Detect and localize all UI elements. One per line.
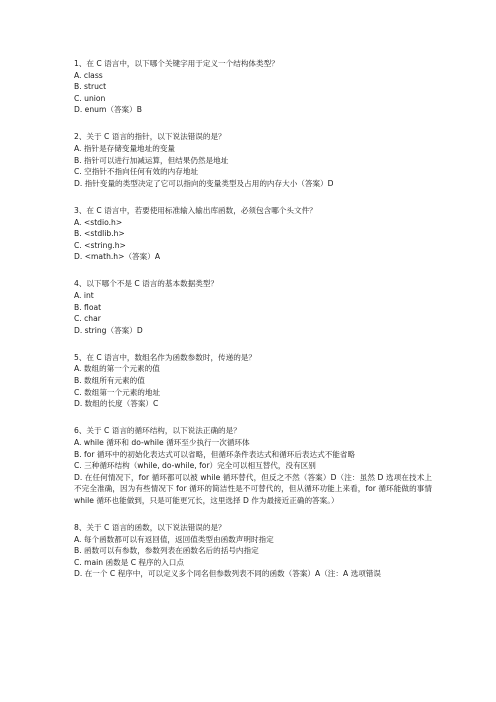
option-a: A. <stdio.h>: [74, 217, 123, 227]
option-b: B. struct: [74, 82, 107, 92]
option-a: A. 指针是存储变量地址的变量: [74, 144, 176, 154]
option-c: C. main 函数是 C 程序的入口点: [74, 557, 184, 567]
option-a: A. int: [74, 291, 94, 300]
option-c: C. <string.h>: [74, 240, 126, 250]
question-text: 6、关于 C 语言的循环结构，以下说法正确的是？: [74, 426, 241, 436]
question-2: [74, 131, 432, 189]
option-b: B. 函数可以有参数，参数列表在函数名后的括号内指定: [74, 546, 259, 556]
question-text: 5、在 C 语言中，数组名作为函数参数时，传递的是？: [74, 352, 257, 362]
question-3: [74, 205, 432, 263]
option-c: C. 数组第一个元素的地址: [74, 387, 161, 397]
option-a: A. while 循环和 do-while 循环至少执行一次循环体: [74, 437, 250, 447]
option-a: A. 数组的第一个元素的值: [74, 364, 160, 374]
option-d-answer: D. <math.h>（答案）A: [74, 252, 161, 262]
question-text: 1、在 C 语言中，以下哪个关键字用于定义一个结构体类型？: [74, 59, 279, 68]
option-c: C. union: [74, 93, 106, 103]
option-d-answer: D. 指针变量的类型决定了它可以指向的变量类型及占用的内存大小（答案）D: [74, 178, 334, 188]
option-d-answer: D. string（答案）D: [74, 325, 143, 335]
option-c: C. char: [74, 314, 101, 324]
option-d-answer: D. 在一个 C 程序中，可以定义多个同名但参数列表不同的函数（答案）A（注：A 选项错误: [74, 569, 381, 579]
question-text: 3、在 C 语言中，若要使用标准输入输出库函数，必须包含哪个头文件？: [74, 205, 317, 215]
option-b: B. <stdlib.h>: [74, 229, 125, 239]
question-6: [74, 425, 432, 506]
option-d-answer: D. enum（答案）B: [74, 105, 142, 115]
question-text: 2、关于 C 语言的指针，以下说法错误的是？: [74, 132, 226, 142]
option-a: A. 每个函数都可以有返回值，返回值类型由函数声明时指定: [74, 534, 274, 544]
option-c: C. 空指针不指向任何有效的内存地址: [74, 167, 199, 177]
option-b: B. 数组所有元素的值: [74, 376, 145, 386]
option-d-answer: D. 在任何情况下，for 循环都可以被 while 循环替代，但反之不然（答案）D（注：虽然 D 选项在技术上不完全准确，因为有些情况下 for 循环的简洁性是不可替代的，但从循环功能上来看，for 循环能做的事情 while 循环也能做到，只是可能更冗长，这里选择 D 作为最接近正确的答案。）: [74, 472, 432, 505]
option-b: B. 指针可以进行加减运算，但结果仍然是地址: [74, 155, 229, 165]
question-5: [74, 352, 432, 410]
question-text: 8、关于 C 语言的函数，以下说法错误的是？: [74, 523, 226, 532]
option-b: B. for 循环中的初始化表达式可以省略，但循环条件表达式和循环后表达式不能省略: [74, 449, 356, 459]
option-c: C. 三种循环结构（while, do-while, for）完全可以相互替代，没有区别: [74, 461, 316, 471]
question-text: 4、以下哪个不是 C 语言的基本数据类型？: [74, 279, 219, 289]
question-4: [74, 278, 432, 336]
option-a: A. class: [74, 70, 103, 80]
question-8: [74, 522, 432, 580]
option-b: B. float: [74, 302, 102, 312]
question-1: [74, 58, 432, 116]
option-d-answer: D. 数组的长度（答案）C: [74, 399, 159, 409]
document-page: [74, 58, 432, 595]
